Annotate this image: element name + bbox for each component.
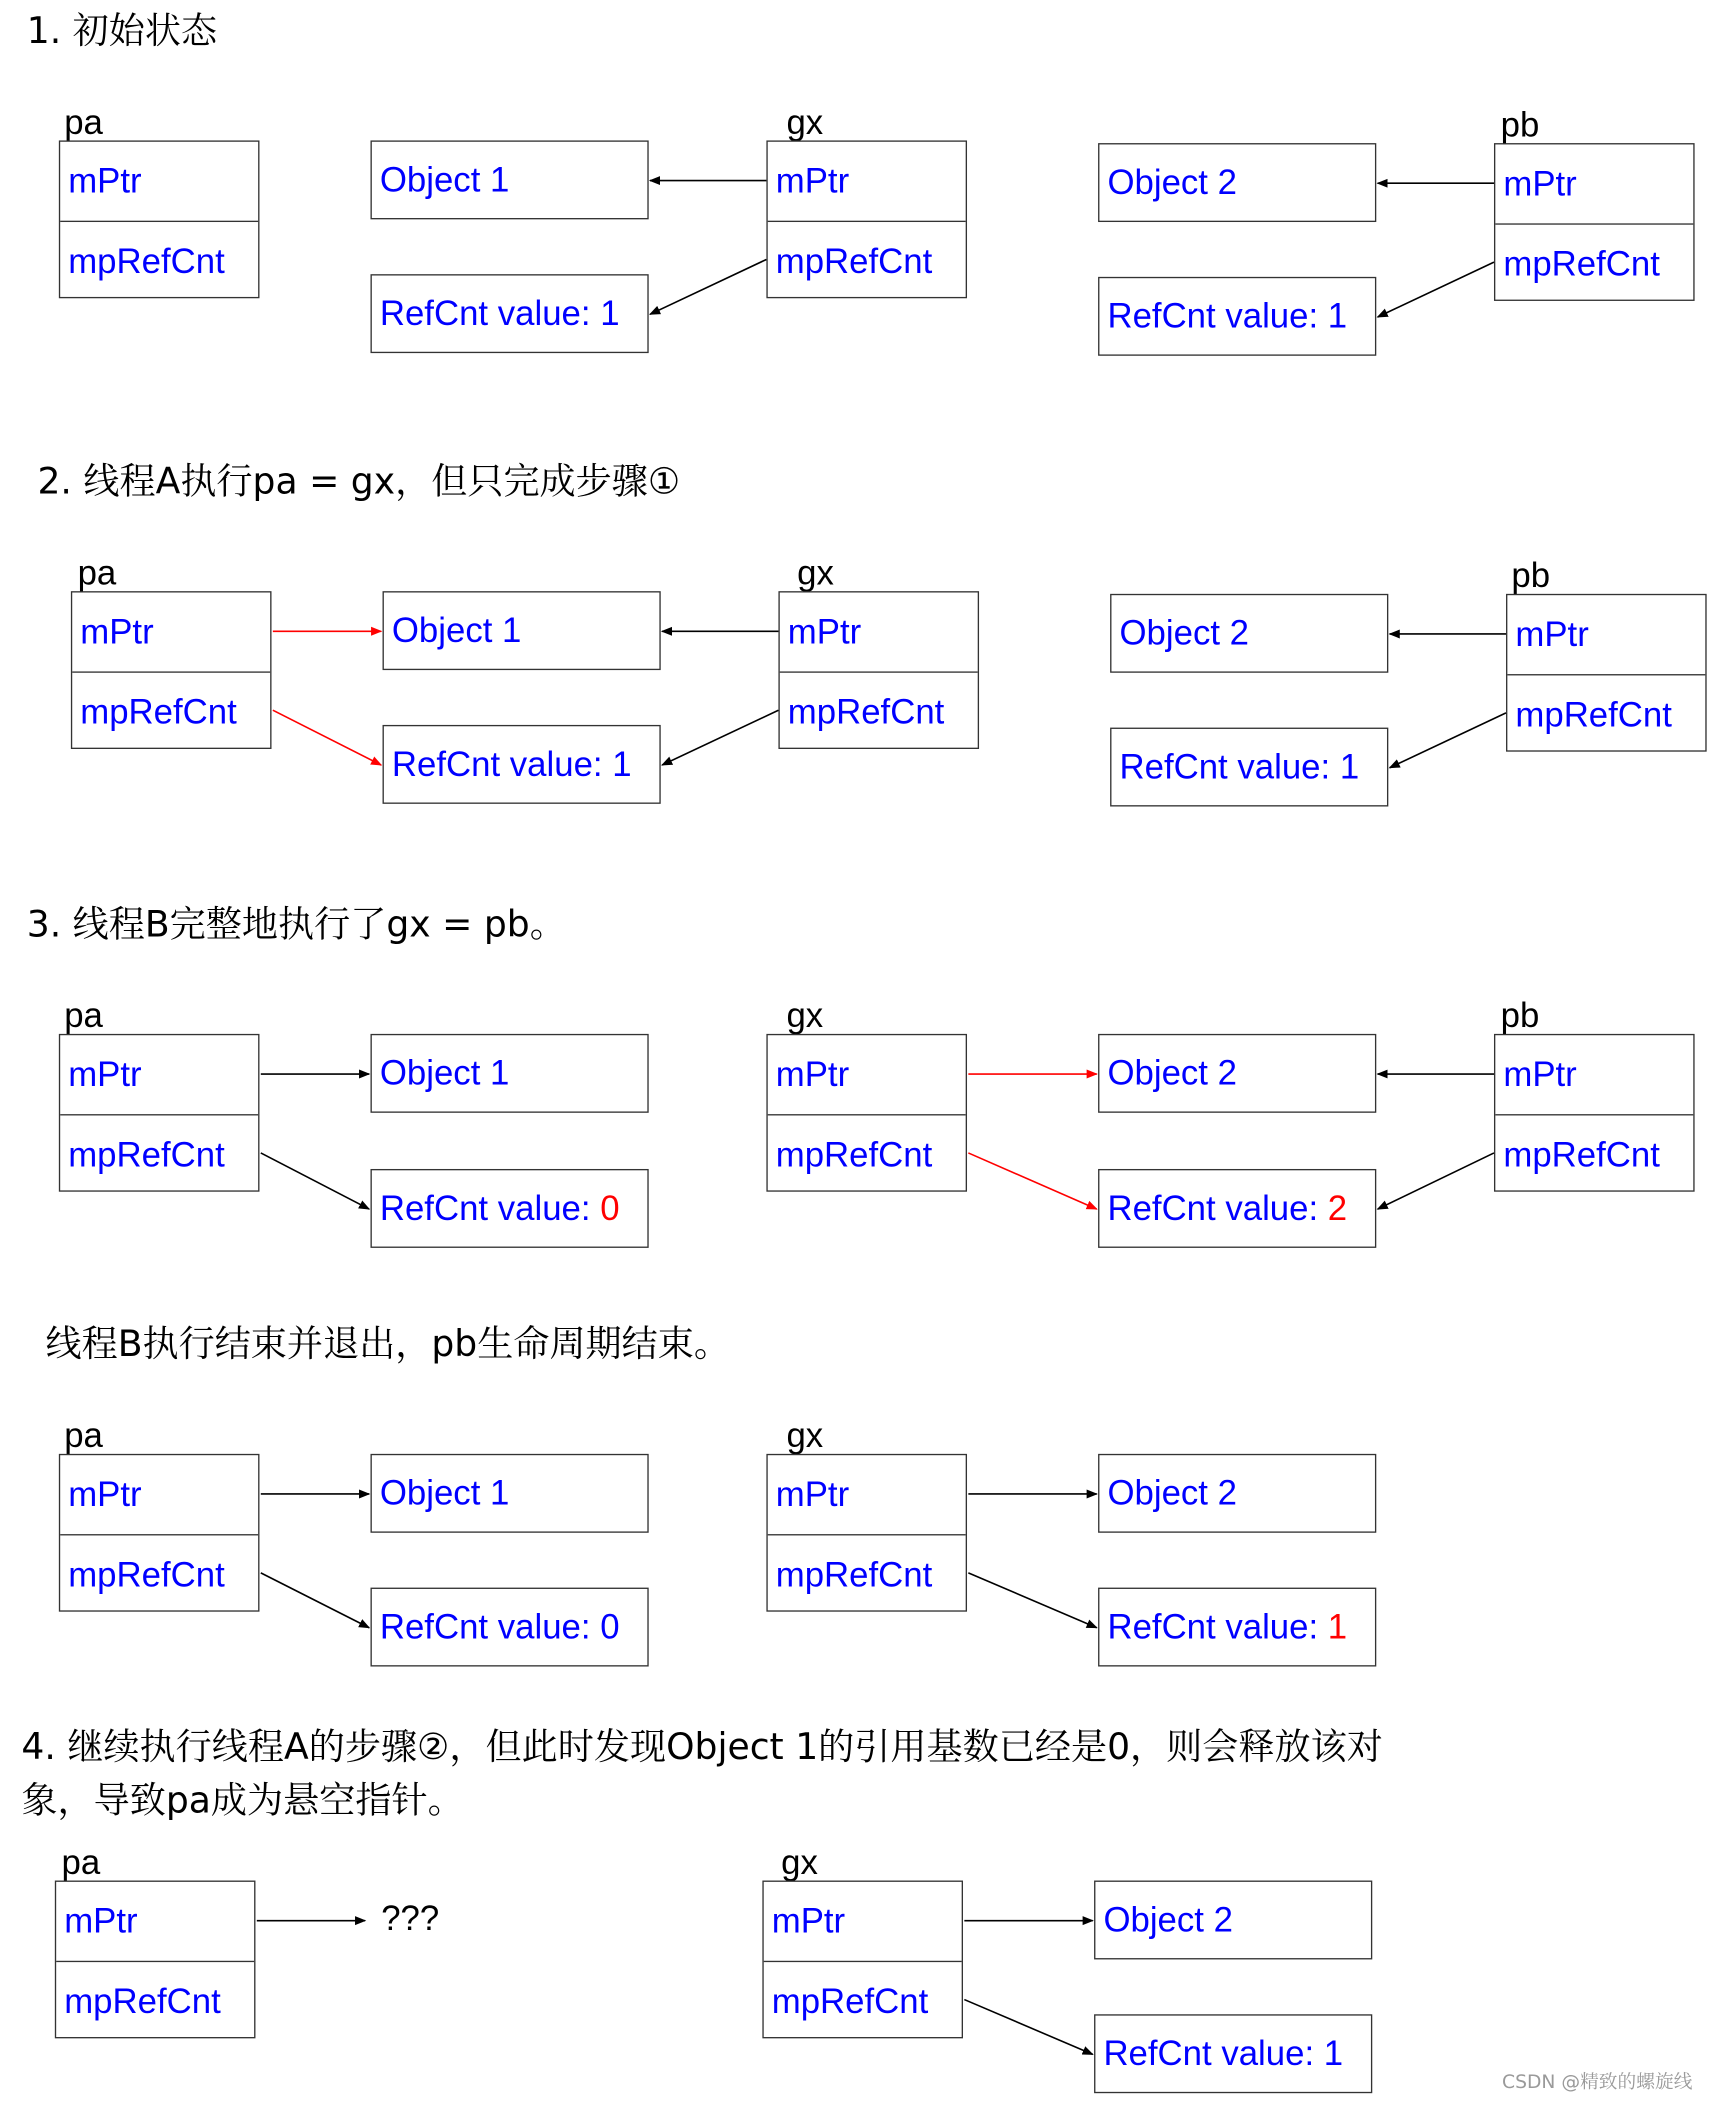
- section-3-heading: 3. 线程B完整地执行了gx = pb。: [26, 904, 566, 946]
- object-2-box: Object 2: [1098, 1454, 1376, 1533]
- pb-ref-arrow: [1390, 713, 1506, 768]
- gx-mprefcnt-field: mpRefCnt: [780, 671, 978, 750]
- gx-mptr-field: mPtr: [787, 611, 862, 652]
- gx-ref-arrow: [662, 710, 778, 765]
- refcnt-2-prefix: RefCnt value:: [1107, 295, 1328, 336]
- label-gx: gx: [786, 1415, 824, 1456]
- label-pb: pb: [1511, 555, 1551, 596]
- refcnt-1-value: 1: [600, 292, 620, 334]
- refcnt-2-value: 1: [1327, 295, 1348, 336]
- pa-mptr-field: mPtr: [64, 1900, 138, 1941]
- pb-mprefcnt-field: mpRefCnt: [1495, 223, 1693, 302]
- gx-ref-arrow: [964, 2000, 1092, 2055]
- refcnt-1-prefix: RefCnt value:: [379, 292, 601, 334]
- refcnt-2-value: 2: [1327, 1187, 1348, 1228]
- pb-mprefcnt-field: mpRefCnt: [1495, 1114, 1693, 1193]
- refcnt-2-value: 1: [1339, 746, 1360, 787]
- dangling-target-text: ???: [381, 1897, 440, 1939]
- object-1-box: Object 1: [383, 591, 661, 670]
- section-2-heading: 2. 线程A执行pa = gx，但只完成步骤①: [37, 461, 681, 503]
- pa-mprefcnt-field: mpRefCnt: [60, 221, 258, 300]
- pb-mprefcnt-field: mpRefCnt: [1507, 674, 1705, 753]
- object-1-box: Object 1: [370, 1454, 648, 1533]
- object-2-box: Object 2: [1110, 594, 1388, 673]
- label-gx: gx: [786, 995, 824, 1036]
- label-gx: gx: [797, 552, 834, 593]
- pa-mptr-field: mPtr: [68, 1053, 142, 1095]
- pa-mprefcnt-field: mpRefCnt: [56, 1961, 254, 2040]
- gx-mprefcnt-field: mpRefCnt: [768, 221, 966, 300]
- pa-mptr-field: mPtr: [68, 160, 142, 201]
- section-4-heading: 4. 继续执行线程A的步骤②，但此时发现Object 1的引用基数已经是0，则会释放该对象，导致pa成为悬空指针。: [21, 1726, 1383, 1822]
- refcnt-1-prefix: RefCnt value:: [379, 1606, 601, 1647]
- label-gx: gx: [786, 101, 824, 142]
- gx-mptr-field: mPtr: [775, 1473, 850, 1515]
- gx-mptr-field: mPtr: [775, 160, 850, 201]
- label-pa: pa: [64, 101, 103, 142]
- refcnt-2-prefix: RefCnt value:: [1107, 1606, 1328, 1647]
- pa-mprefcnt-field: mpRefCnt: [60, 1114, 258, 1193]
- pa-mprefcnt-field: mpRefCnt: [60, 1534, 258, 1613]
- pa-mptr-field: mPtr: [68, 1473, 142, 1515]
- pa-ref-arrow-new: [273, 710, 381, 765]
- pb-mptr-field: mPtr: [1515, 613, 1589, 655]
- gx-mptr-field: mPtr: [771, 1900, 846, 1941]
- label-pa: pa: [61, 1841, 101, 1882]
- refcnt-1-value: 0: [600, 1187, 620, 1228]
- object-2-box: Object 2: [1098, 143, 1376, 222]
- pa-mprefcnt-field: mpRefCnt: [72, 671, 270, 750]
- pb-mptr-field: mPtr: [1503, 163, 1577, 204]
- gx-ref-arrow: [650, 259, 766, 314]
- refcnt-2-prefix: RefCnt value:: [1107, 1187, 1328, 1228]
- watermark: CSDN @精致的螺旋线: [1502, 2071, 1693, 2094]
- refcnt-2-value: 1: [1327, 1606, 1348, 1647]
- label-pa: pa: [64, 1415, 103, 1456]
- refcnt-1-prefix: RefCnt value:: [391, 743, 613, 784]
- object-2-box: Object 2: [1094, 1881, 1372, 1960]
- label-pb: pb: [1500, 995, 1540, 1036]
- pb-ref-arrow: [1378, 262, 1494, 317]
- section-3b-heading: 线程B执行结束并退出，pb生命周期结束。: [45, 1324, 731, 1366]
- gx-mprefcnt-field: mpRefCnt: [768, 1534, 966, 1613]
- refcnt-2-prefix: RefCnt value:: [1119, 746, 1340, 787]
- pb-mptr-field: mPtr: [1503, 1053, 1577, 1095]
- gx-ref-arrow: [968, 1573, 1096, 1628]
- pa-ref-arrow: [261, 1153, 369, 1209]
- label-pb: pb: [1500, 104, 1540, 145]
- pa-ref-arrow: [261, 1573, 369, 1628]
- gx-mprefcnt-field: mpRefCnt: [764, 1961, 962, 2040]
- pb-ref-arrow: [1378, 1153, 1494, 1209]
- gx-mprefcnt-field: mpRefCnt: [768, 1114, 966, 1193]
- refcnt-1-value: 0: [600, 1606, 620, 1647]
- object-1-box: Object 1: [370, 140, 648, 219]
- label-gx: gx: [781, 1841, 818, 1882]
- section-1-heading: 1. 初始状态: [26, 10, 218, 53]
- object-1-box: Object 1: [370, 1034, 648, 1113]
- label-pa: pa: [77, 552, 117, 593]
- gx-mptr-field: mPtr: [775, 1053, 850, 1095]
- refcnt-1-value: 1: [612, 743, 632, 784]
- refcnt-2-value: 1: [1323, 2033, 1344, 2074]
- object-2-box: Object 2: [1098, 1034, 1376, 1113]
- gx-ref-arrow-new: [968, 1153, 1096, 1209]
- refcnt-1-prefix: RefCnt value:: [379, 1187, 601, 1228]
- label-pa: pa: [64, 995, 103, 1036]
- pa-mptr-field: mPtr: [80, 611, 154, 652]
- refcnt-2-prefix: RefCnt value:: [1103, 2033, 1324, 2074]
